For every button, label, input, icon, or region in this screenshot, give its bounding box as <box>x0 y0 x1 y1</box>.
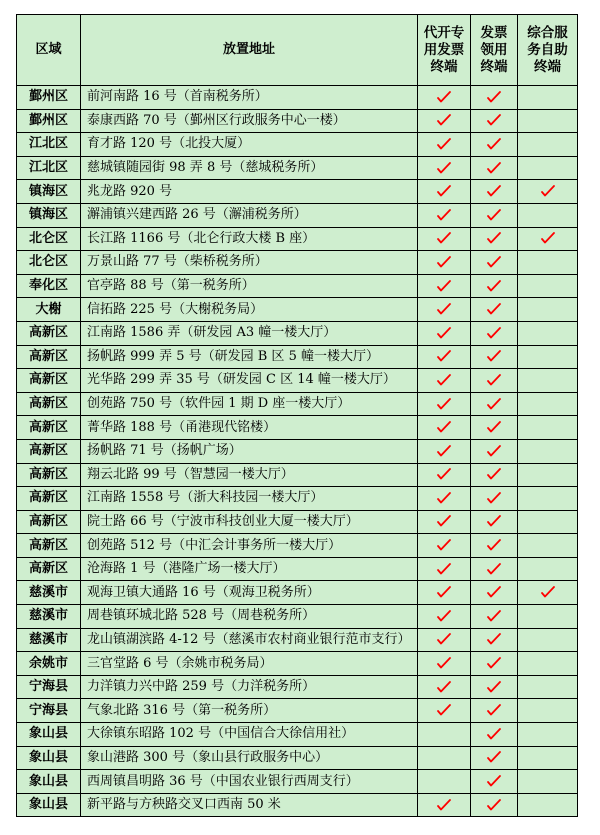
header-special-invoice-terminal: 代开专 用发票 终端 <box>418 15 471 86</box>
special-invoice-cell <box>418 86 471 110</box>
table-row <box>17 392 578 416</box>
address-cell: 沧海路 1 号（港隆广场一楼大厅） <box>81 557 418 581</box>
table-row <box>17 463 578 487</box>
check-mark-icon <box>487 514 501 529</box>
address-cell: 澥浦镇兴建西路 26 号（澥浦税务所） <box>81 203 418 227</box>
address-cell: 育才路 120 号（北投大厦） <box>81 133 418 157</box>
invoice-pickup-cell <box>471 392 518 416</box>
check-mark-icon <box>487 160 501 175</box>
invoice-pickup-cell <box>471 416 518 440</box>
table-row <box>17 156 578 180</box>
check-mark-icon <box>437 679 451 694</box>
invoice-pickup-cell <box>471 133 518 157</box>
region-cell: 宁海县 <box>17 699 81 723</box>
invoice-pickup-cell <box>471 770 518 794</box>
self-service-cell <box>518 463 578 487</box>
address-cell: 扬帆路 999 弄 5 号（研发园 B 区 5 幢一楼大厅） <box>81 345 418 369</box>
address-cell: 创苑路 512 号（中汇会计事务所一楼大厅） <box>81 534 418 558</box>
region-cell: 象山县 <box>17 770 81 794</box>
self-service-cell <box>518 487 578 511</box>
check-mark-icon <box>487 184 501 199</box>
check-mark-icon <box>437 514 451 529</box>
region-cell: 江北区 <box>17 133 81 157</box>
self-service-cell <box>518 227 578 251</box>
check-mark-icon <box>487 396 501 411</box>
check-mark-icon <box>437 325 451 340</box>
special-invoice-cell <box>418 581 471 605</box>
table-row <box>17 439 578 463</box>
check-mark-icon <box>437 254 451 269</box>
check-mark-icon <box>437 207 451 222</box>
self-service-cell <box>518 675 578 699</box>
special-invoice-cell <box>418 180 471 204</box>
special-invoice-cell <box>418 321 471 345</box>
special-invoice-cell <box>418 203 471 227</box>
special-invoice-cell <box>418 652 471 676</box>
region-cell: 高新区 <box>17 557 81 581</box>
self-service-cell <box>518 203 578 227</box>
address-cell: 前河南路 16 号（首南税务所） <box>81 86 418 110</box>
check-mark-icon <box>487 113 501 128</box>
self-service-cell <box>518 628 578 652</box>
invoice-pickup-cell <box>471 628 518 652</box>
check-mark-icon <box>487 443 501 458</box>
header-address: 放置地址 <box>81 15 418 86</box>
check-mark-icon <box>437 656 451 671</box>
special-invoice-cell <box>418 156 471 180</box>
special-invoice-cell <box>418 605 471 629</box>
check-mark-icon <box>487 349 501 364</box>
check-mark-icon <box>437 89 451 104</box>
invoice-pickup-cell <box>471 723 518 747</box>
address-cell: 信拓路 225 号（大榭税务局） <box>81 298 418 322</box>
region-cell: 高新区 <box>17 463 81 487</box>
invoice-pickup-cell <box>471 251 518 275</box>
self-service-cell <box>518 557 578 581</box>
region-cell: 高新区 <box>17 369 81 393</box>
special-invoice-cell <box>418 723 471 747</box>
self-service-cell <box>518 510 578 534</box>
check-mark-icon <box>437 538 451 553</box>
check-mark-icon <box>487 774 501 789</box>
special-invoice-cell <box>418 534 471 558</box>
invoice-pickup-cell <box>471 699 518 723</box>
region-cell: 余姚市 <box>17 652 81 676</box>
invoice-pickup-cell <box>471 109 518 133</box>
self-service-cell <box>518 439 578 463</box>
header-region: 区域 <box>17 15 81 86</box>
check-mark-icon <box>437 231 451 246</box>
address-cell: 光华路 299 弄 35 号（研发园 C 区 14 幢一楼大厅） <box>81 369 418 393</box>
table-row <box>17 605 578 629</box>
address-cell: 万景山路 77 号（柴桥税务所） <box>81 251 418 275</box>
special-invoice-cell <box>418 699 471 723</box>
check-mark-icon <box>437 420 451 435</box>
invoice-pickup-cell <box>471 652 518 676</box>
table-row <box>17 227 578 251</box>
check-mark-icon <box>487 467 501 482</box>
table-row <box>17 369 578 393</box>
check-mark-icon <box>437 113 451 128</box>
self-service-cell <box>518 321 578 345</box>
special-invoice-cell <box>418 298 471 322</box>
check-mark-icon <box>437 160 451 175</box>
self-service-cell <box>518 416 578 440</box>
invoice-pickup-cell <box>471 274 518 298</box>
region-cell: 慈溪市 <box>17 628 81 652</box>
special-invoice-cell <box>418 487 471 511</box>
invoice-pickup-cell <box>471 321 518 345</box>
check-mark-icon <box>487 703 501 718</box>
table-row <box>17 86 578 110</box>
self-service-cell <box>518 298 578 322</box>
region-cell: 高新区 <box>17 534 81 558</box>
table-row <box>17 345 578 369</box>
address-cell: 慈城镇随园街 98 弄 8 号（慈城税务所） <box>81 156 418 180</box>
self-service-cell <box>518 723 578 747</box>
header-invoice-pickup-terminal: 发票 领用 终端 <box>471 15 518 86</box>
address-cell: 力洋镇力兴中路 259 号（力洋税务所） <box>81 675 418 699</box>
invoice-pickup-cell <box>471 439 518 463</box>
special-invoice-cell <box>418 274 471 298</box>
table-row <box>17 534 578 558</box>
table-row <box>17 133 578 157</box>
table-row <box>17 793 578 817</box>
address-cell: 新平路与方秧路交叉口西南 50 米 <box>81 793 418 817</box>
address-cell: 院士路 66 号（宁波市科技创业大厦一楼大厅） <box>81 510 418 534</box>
address-cell: 菁华路 188 号（甬港现代铭楼） <box>81 416 418 440</box>
address-cell: 兆龙路 920 号 <box>81 180 418 204</box>
check-mark-icon <box>437 632 451 647</box>
table-row <box>17 274 578 298</box>
special-invoice-cell <box>418 369 471 393</box>
check-mark-icon <box>487 490 501 505</box>
address-cell: 西周镇昌明路 36 号（中国农业银行西周支行） <box>81 770 418 794</box>
invoice-pickup-cell <box>471 369 518 393</box>
region-cell: 高新区 <box>17 487 81 511</box>
invoice-pickup-cell <box>471 534 518 558</box>
check-mark-icon <box>437 703 451 718</box>
check-mark-icon <box>437 396 451 411</box>
address-cell: 泰康西路 70 号（鄞州区行政服务中心一楼） <box>81 109 418 133</box>
check-mark-icon <box>487 278 501 293</box>
check-mark-icon <box>487 797 501 812</box>
region-cell: 大榭 <box>17 298 81 322</box>
self-service-cell <box>518 369 578 393</box>
self-service-cell <box>518 180 578 204</box>
invoice-pickup-cell <box>471 345 518 369</box>
check-mark-icon <box>437 585 451 600</box>
check-mark-icon <box>437 490 451 505</box>
self-service-cell <box>518 274 578 298</box>
check-mark-icon <box>437 349 451 364</box>
address-cell: 翔云北路 99 号（智慧园一楼大厅） <box>81 463 418 487</box>
check-mark-icon <box>437 561 451 576</box>
region-cell: 高新区 <box>17 321 81 345</box>
region-cell: 镇海区 <box>17 180 81 204</box>
check-mark-icon <box>541 184 555 199</box>
invoice-pickup-cell <box>471 180 518 204</box>
address-cell: 长江路 1166 号（北仑行政大楼 B 座） <box>81 227 418 251</box>
self-service-cell <box>518 345 578 369</box>
table-row <box>17 203 578 227</box>
special-invoice-cell <box>418 227 471 251</box>
check-mark-icon <box>487 325 501 340</box>
special-invoice-cell <box>418 770 471 794</box>
region-cell: 镇海区 <box>17 203 81 227</box>
check-mark-icon <box>437 302 451 317</box>
special-invoice-cell <box>418 675 471 699</box>
address-cell: 观海卫镇大通路 16 号（观海卫税务所） <box>81 581 418 605</box>
table-row <box>17 298 578 322</box>
invoice-pickup-cell <box>471 793 518 817</box>
special-invoice-cell <box>418 510 471 534</box>
self-service-cell <box>518 251 578 275</box>
address-cell: 创苑路 750 号（软件园 1 期 D 座一楼大厅） <box>81 392 418 416</box>
table-row <box>17 251 578 275</box>
check-mark-icon <box>541 231 555 246</box>
invoice-pickup-cell <box>471 203 518 227</box>
address-cell: 龙山镇湖滨路 4-12 号（慈溪市农村商业银行范市支行） <box>81 628 418 652</box>
check-mark-icon <box>437 797 451 812</box>
address-cell: 三官堂路 6 号（余姚市税务局） <box>81 652 418 676</box>
self-service-cell <box>518 534 578 558</box>
special-invoice-cell <box>418 439 471 463</box>
special-invoice-cell <box>418 416 471 440</box>
terminal-location-table <box>16 14 578 817</box>
check-mark-icon <box>541 585 555 600</box>
invoice-pickup-cell <box>471 487 518 511</box>
check-mark-icon <box>487 750 501 765</box>
table-row <box>17 652 578 676</box>
check-mark-icon <box>487 608 501 623</box>
check-mark-icon <box>487 561 501 576</box>
table-row <box>17 746 578 770</box>
region-cell: 宁海县 <box>17 675 81 699</box>
region-cell: 鄞州区 <box>17 109 81 133</box>
invoice-pickup-cell <box>471 605 518 629</box>
table-row <box>17 180 578 204</box>
table-row <box>17 557 578 581</box>
check-mark-icon <box>487 656 501 671</box>
region-cell: 江北区 <box>17 156 81 180</box>
region-cell: 象山县 <box>17 793 81 817</box>
invoice-pickup-cell <box>471 298 518 322</box>
header-row <box>17 15 578 86</box>
check-mark-icon <box>437 184 451 199</box>
check-mark-icon <box>487 679 501 694</box>
special-invoice-cell <box>418 392 471 416</box>
region-cell: 鄞州区 <box>17 86 81 110</box>
address-cell: 气象北路 316 号（第一税务所） <box>81 699 418 723</box>
invoice-pickup-cell <box>471 675 518 699</box>
region-cell: 北仑区 <box>17 227 81 251</box>
check-mark-icon <box>487 231 501 246</box>
self-service-cell <box>518 770 578 794</box>
invoice-pickup-cell <box>471 156 518 180</box>
table-row <box>17 109 578 133</box>
check-mark-icon <box>437 608 451 623</box>
special-invoice-cell <box>418 746 471 770</box>
table-row <box>17 628 578 652</box>
self-service-cell <box>518 581 578 605</box>
check-mark-icon <box>487 89 501 104</box>
check-mark-icon <box>487 632 501 647</box>
invoice-pickup-cell <box>471 86 518 110</box>
self-service-cell <box>518 86 578 110</box>
check-mark-icon <box>437 443 451 458</box>
table-row <box>17 510 578 534</box>
table-row <box>17 675 578 699</box>
special-invoice-cell <box>418 345 471 369</box>
table-row <box>17 699 578 723</box>
self-service-cell <box>518 793 578 817</box>
invoice-pickup-cell <box>471 746 518 770</box>
table-row <box>17 581 578 605</box>
invoice-pickup-cell <box>471 557 518 581</box>
table-row <box>17 487 578 511</box>
self-service-cell <box>518 746 578 770</box>
address-cell: 大徐镇东昭路 102 号（中国信合大徐信用社） <box>81 723 418 747</box>
special-invoice-cell <box>418 557 471 581</box>
self-service-cell <box>518 652 578 676</box>
region-cell: 高新区 <box>17 439 81 463</box>
header-self-service-terminal: 综合服 务自助 终端 <box>518 15 578 86</box>
special-invoice-cell <box>418 109 471 133</box>
self-service-cell <box>518 699 578 723</box>
check-mark-icon <box>487 207 501 222</box>
check-mark-icon <box>487 420 501 435</box>
table-row <box>17 723 578 747</box>
invoice-pickup-cell <box>471 463 518 487</box>
special-invoice-cell <box>418 628 471 652</box>
check-mark-icon <box>487 302 501 317</box>
table-row <box>17 321 578 345</box>
invoice-pickup-cell <box>471 510 518 534</box>
check-mark-icon <box>437 467 451 482</box>
region-cell: 高新区 <box>17 345 81 369</box>
region-cell: 高新区 <box>17 510 81 534</box>
special-invoice-cell <box>418 133 471 157</box>
invoice-pickup-cell <box>471 581 518 605</box>
check-mark-icon <box>437 372 451 387</box>
self-service-cell <box>518 109 578 133</box>
self-service-cell <box>518 605 578 629</box>
address-cell: 象山港路 300 号（象山县行政服务中心） <box>81 746 418 770</box>
address-cell: 官亭路 88 号（第一税务所） <box>81 274 418 298</box>
region-cell: 象山县 <box>17 723 81 747</box>
region-cell: 象山县 <box>17 746 81 770</box>
check-mark-icon <box>437 136 451 151</box>
self-service-cell <box>518 392 578 416</box>
address-cell: 江南路 1558 号（浙大科技园一楼大厅） <box>81 487 418 511</box>
special-invoice-cell <box>418 463 471 487</box>
table-row <box>17 770 578 794</box>
special-invoice-cell <box>418 251 471 275</box>
check-mark-icon <box>487 585 501 600</box>
check-mark-icon <box>487 254 501 269</box>
table-body <box>17 86 578 817</box>
region-cell: 北仑区 <box>17 251 81 275</box>
check-mark-icon <box>487 726 501 741</box>
region-cell: 慈溪市 <box>17 581 81 605</box>
special-invoice-cell <box>418 793 471 817</box>
region-cell: 高新区 <box>17 416 81 440</box>
terminal-location-table-wrap <box>16 14 578 817</box>
check-mark-icon <box>487 538 501 553</box>
check-mark-icon <box>487 372 501 387</box>
address-cell: 扬帆路 71 号（扬帆广场） <box>81 439 418 463</box>
invoice-pickup-cell <box>471 227 518 251</box>
address-cell: 江南路 1586 弄（研发园 A3 幢一楼大厅） <box>81 321 418 345</box>
self-service-cell <box>518 133 578 157</box>
region-cell: 奉化区 <box>17 274 81 298</box>
self-service-cell <box>518 156 578 180</box>
region-cell: 慈溪市 <box>17 605 81 629</box>
check-mark-icon <box>487 136 501 151</box>
table-row <box>17 416 578 440</box>
address-cell: 周巷镇环城北路 528 号（周巷税务所） <box>81 605 418 629</box>
check-mark-icon <box>437 278 451 293</box>
region-cell: 高新区 <box>17 392 81 416</box>
